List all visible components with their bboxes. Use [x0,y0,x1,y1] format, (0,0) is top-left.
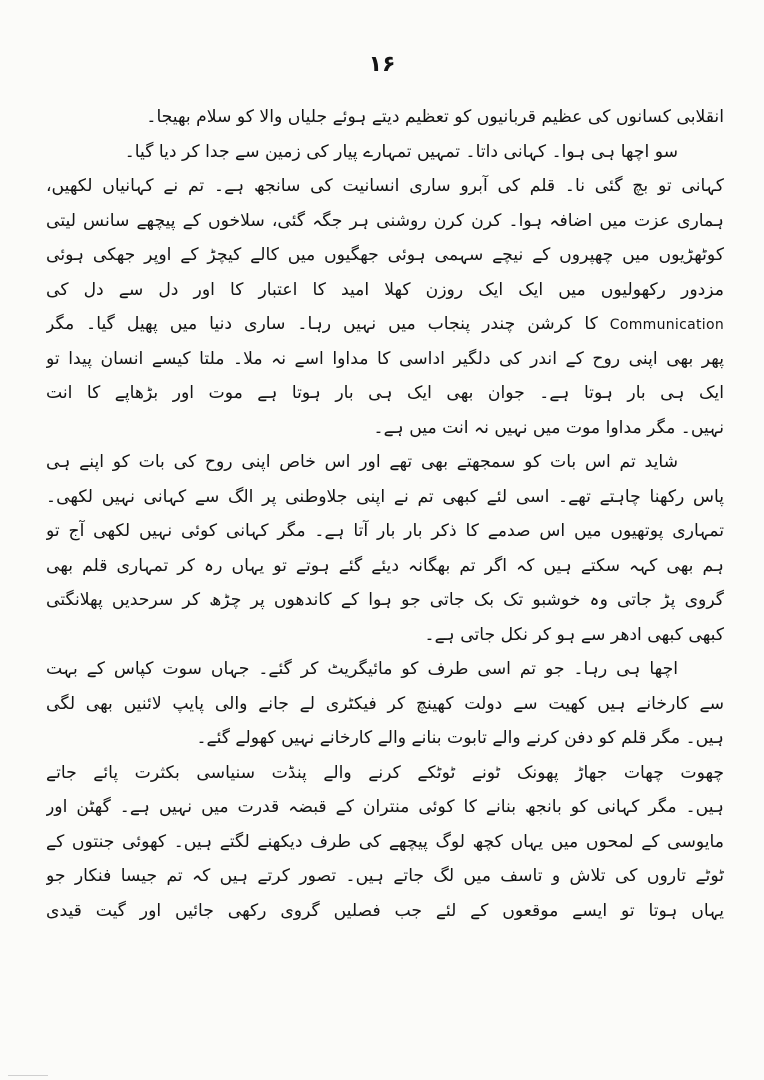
text-line: ہم بھی کہہ سکتے ہیں کہ اگر تم بھگانہ دیئے گئے ہوتے تو یہاں رہ کر تمہاری قلم بھی [46,555,724,576]
text-line: پاس رکھنا چاہتے تھے۔ اسی لئے کبھی تم نے اپنی جلاوطنی پر الگ سے کہانی نہیں لکھی۔ [46,486,724,507]
text-line: یہاں ہوتا تو ایسے موقعوں کے لئے جب فصلیں گروی رکھی جائیں اور گیت قیدی [46,900,724,921]
text-line: ایک ہی بار ہوتا ہے۔ جوان بھی ایک ہی بار ہوتا ہے موت اور بڑھاپے کا انت [46,383,724,403]
text-line: پھر بھی اپنی روح کے اندر کی دلگیر اداسی کا مداوا اسے نہ ملا۔ ملتا کیسے انسان پیدا تو [46,348,724,369]
page-number: ۱۶ [368,52,396,77]
text-line: ہیں۔ مگر قلم کو دفن کرنے والے تابوت بنانے والے کارخانے نہیں کھولے گئے۔ [196,728,724,748]
text-line: سو اچھا ہی ہوا۔ کہانی داتا۔ تمہیں تمہارے پیار کی زمین سے جدا کر دیا گیا۔ [124,141,678,162]
text-line: مایوسی کے لمحوں میں یہاں کچھ لوگ پیچھے کی طرف دیکھنے لگتے ہیں۔ کھوئی جنتوں کے [46,831,724,852]
text-line: ہیں۔ مگر کہانی کو بانجھ بنانے کا کوئی منتران کے قبضہ قدرت میں نہیں ہے۔ گھٹن اور [46,797,724,817]
text-line: گروی پڑ جاتی وہ خوشبو تک بک جاتی جو ہوا کے کاندھوں پر چڑھ کر سرحدیں پھلانگتی [46,590,724,610]
text-line: مزدور رکھولیوں میں ایک ایک روزن کھلا امید کا اعتبار کا اور دل سے دل کی [46,279,724,300]
text-line: انقلابی کسانوں کی عظیم قربانیوں کو تعظیم دیتے ہوئے جلیاں والا کو سلام بھیجا۔ [146,107,724,127]
text-line: ہماری عزت میں اضافہ ہوا۔ کرن کرن روشنی ہر جگہ گئی، سلاخوں کے پیچھے سانس لیتی [46,210,724,231]
text-line: چھوت چھات جھاڑ پھونک ٹونے ٹوٹکے کرنے والے پنڈت سنیاسی بکثرت پائے جاتے [46,762,724,783]
text-line-with-latin [46,307,724,342]
latin-word: Communication [609,317,724,333]
text-line: کبھی کبھی ادھر سے ہو کر نکل جاتی ہے۔ [424,624,724,645]
text-line: تمہاری پوتھیوں میں اس صدمے کا ذکر بار بار آتا ہے۔ مگر کہانی کوئی نہیں لکھی آج تو [46,521,724,541]
text-line: کہانی تو بچ گئی نا۔ قلم کی آبرو ساری انسانیت کی سانجھ ہے۔ تم نے کہانیاں لکھیں، [46,176,724,196]
text-line: ٹوٹے تاروں کی تلاش و تاسف میں لگ جاتے ہیں۔ تصور کرتے ہیں کہ تم جیسا فنکار جو [46,866,724,886]
text-fragment: کا کرشن چندر پنجاب میں نہیں رہا۔ ساری دنیا میں پھیل گیا۔ مگر [46,314,610,334]
text-line: نہیں۔ مگر مداوا موت میں نہیں نہ انت میں ہے۔ [373,417,724,438]
text-line: سے کارخانے ہیں کھیت سے دولت کھینچ کر فیکٹری لے جانے والی پایپ لائنیں بھی لگی [46,693,724,714]
text-line: شاید تم اس بات کو سمجھتے بھی تھے اور اس خاص اپنی روح کی بات کو اپنے ہی [46,452,678,472]
body-text [46,100,724,928]
text-line: کوٹھڑیوں میں چھپروں کے نیچے سہمی ہوئی جھگیوں میں کالے کیچڑ کے اوپر جھکی ہوئی [46,245,724,265]
page-edge-mark [8,1075,48,1076]
text-line: اچھا ہی رہا۔ جو تم اسی طرف کو مائیگریٹ کر گئے۔ جہاں سوت کپاس کے بہت [46,659,678,679]
